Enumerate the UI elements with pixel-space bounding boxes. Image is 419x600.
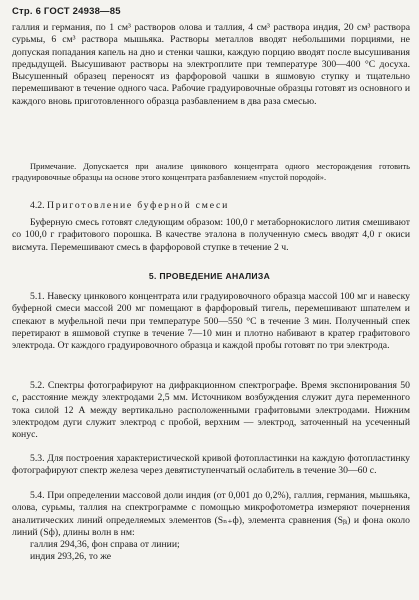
note	[12, 162, 410, 183]
paragraph-5-1	[12, 291, 410, 352]
section-heading: 5. ПРОВЕДЕНИЕ АНАЛИЗА	[148, 271, 271, 281]
note-text: Примечание. Допускается при анализе цинкового концентрата одного месторождения готовить градуировочные образцы на основе этого концентрата разбавлением «пустой породой».	[12, 162, 410, 182]
subheading-4-2	[12, 200, 410, 212]
paragraph-text: 5.4. При определении массовой доли индия (от 0,001 до 0,2%), галлия, германия, мышьяка, олова, сурьмы, таллия на спектрограмме с помощью микрофотометра измеряют почернения аналитических линий определяемых элементов (Sₙ₊ф), элемента сравнения (Sᵦᵢ) и фона около линий (Sф), длины волн в нм:	[12, 490, 410, 538]
paragraph-text: галлия и германия, по 1 см³ растворов олова и таллия, 4 см³ раствора индия, 20 см³ раствора сурьмы, 6 см³ раствора мышьяка. Растворы металлов вводят небольшими порциями, не допуская попадания капель на дно и стенки чашки, каждую порцию вводят после высушивания предыдущей. Высушивают растворы на электроплите при температуре 300—400 °С досуха. Высушенный образец переносят из фарфоровой чашки в яшмовую ступку и тщательно перемешивают в течение одного часа. Рабочие градуировочные образцы готовят из основного и каждого вновь приготовленного образца разбавлением в два раза смесью.	[12, 22, 410, 107]
paragraph-5-3	[12, 453, 410, 478]
paragraph-5-2	[12, 380, 410, 441]
subheading-title: Приготовление буферной смеси	[46, 200, 230, 211]
paragraph-text: 5.2. Спектры фотографируют на дифракционном спектрографе. Время экспонирования 50 с, расстояние между электродами 2,5 мм. Источником возбуждения служит дуга переменного тока силой 12 А между вертикально расположенными графитовыми электродами. Нижним электродом дуги служит электрод с пробой, верхним — электрод, заточенный на усеченный конус.	[12, 380, 410, 441]
paragraph-top	[12, 22, 410, 108]
wavelength-line-indium: индия 293,26, то же	[30, 551, 112, 563]
paragraph-5-4	[12, 490, 410, 564]
subheading-number: 4.2.	[30, 200, 45, 211]
wavelength-line-gallium: галлия 294,36, фон справа от линии;	[30, 539, 180, 551]
paragraph-text: Буферную смесь готовят следующим образом: 100,0 г метаборнокислого лития смешивают со 100,0 г графитового порошка. В качестве эталона в полученную смесь вводят 4,0 г окиси висмута. Перемешивают смесь в фарфоровой ступке в течение 2 ч.	[12, 217, 410, 253]
page-header: Стр. 6 ГОСТ 24938—85	[12, 6, 121, 17]
paragraph-buffer	[12, 217, 410, 254]
paragraph-text: 5.1. Навеску цинкового концентрата или градуировочного образца массой 100 мг и навеску буферной смеси массой 200 мг помещают в фарфоровый тигель, перемешивают шпателем и спекают в муфельной печи при температуре 500—550 °С в течение 3 мин. Полученный спек перетирают в яшмовой ступке в течение 7—10 мин и плотно набивают в кратер графитового электрода. От каждого градуировочного образца и каждой пробы готовят по три электрода.	[12, 291, 410, 352]
paragraph-text: 5.3. Для построения характеристической кривой фотопластинки на каждую фотопластинку фотографируют спектр железа через девятиступенчатый ослабитель в течение 30—60 с.	[12, 453, 410, 477]
